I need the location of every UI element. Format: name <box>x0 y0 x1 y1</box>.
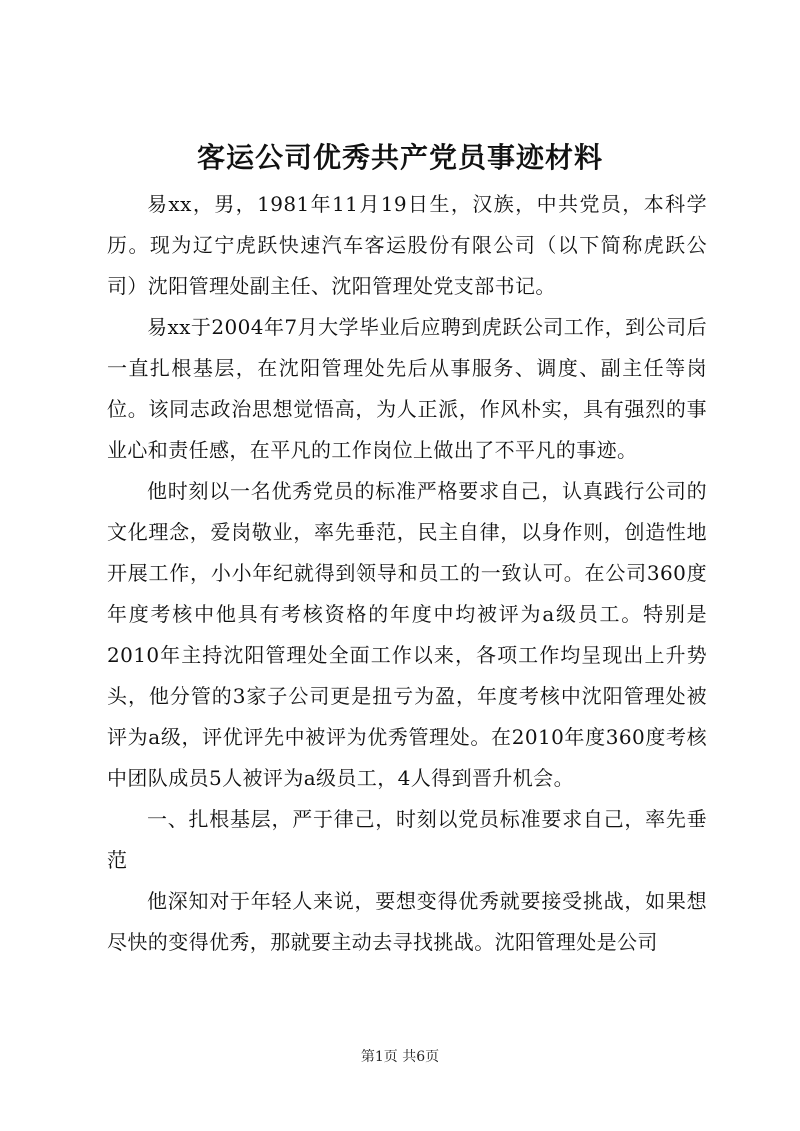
paragraph-challenge: 他深知对于年轻人来说，要想变得优秀就要接受挑战，如果想尽快的变得优秀，那就要主动去寻找挑战。沈阳管理处是公司 <box>107 889 707 954</box>
paragraph-intro: 易xx，男，1981年11月19日生，汉族，中共党员，本科学历。现为辽宁虎跃快速汽车客运股份有限公司（以下简称虎跃公司）沈阳管理处副主任、沈阳管理处党支部书记。 <box>107 192 707 298</box>
document-title: 客运公司优秀共产党员事迹材料 <box>196 141 603 174</box>
section-heading-1: 一、扎根基层，严于律己，时刻以党员标准要求自己，率先垂范 <box>107 807 707 872</box>
page-number: 第1页 共6页 <box>360 1049 440 1065</box>
document-body <box>107 184 707 963</box>
paragraph-achievements: 他时刻以一名优秀党员的标准严格要求自己，认真践行公司的文化理念，爱岗敬业，率先垂范，民主自律，以身作则，创造性地开展工作，小小年纪就得到领导和员工的一致认可。在公司360度年度考核中他具有考核资格的年度中均被评为a级员工。特别是2010年主持沈阳管理处全面工作以来，各项工作均呈现出上升势头，他分管的3家子公司更是扭亏为盈，年度考核中沈阳管理处被评为a级，评优评先中被评为优秀管理处。在2010年度360度考核中团队成员5人被评为a级员工，4人得到晋升机会。 <box>107 479 707 790</box>
paragraph-career: 易xx于2004年7月大学毕业后应聘到虎跃公司工作，到公司后一直扎根基层，在沈阳管理处先后从事服务、调度、副主任等岗位。该同志政治思想觉悟高，为人正派，作风朴实，具有强烈的事业心和责任感，在平凡的工作岗位上做出了不平凡的事迹。 <box>107 315 707 462</box>
